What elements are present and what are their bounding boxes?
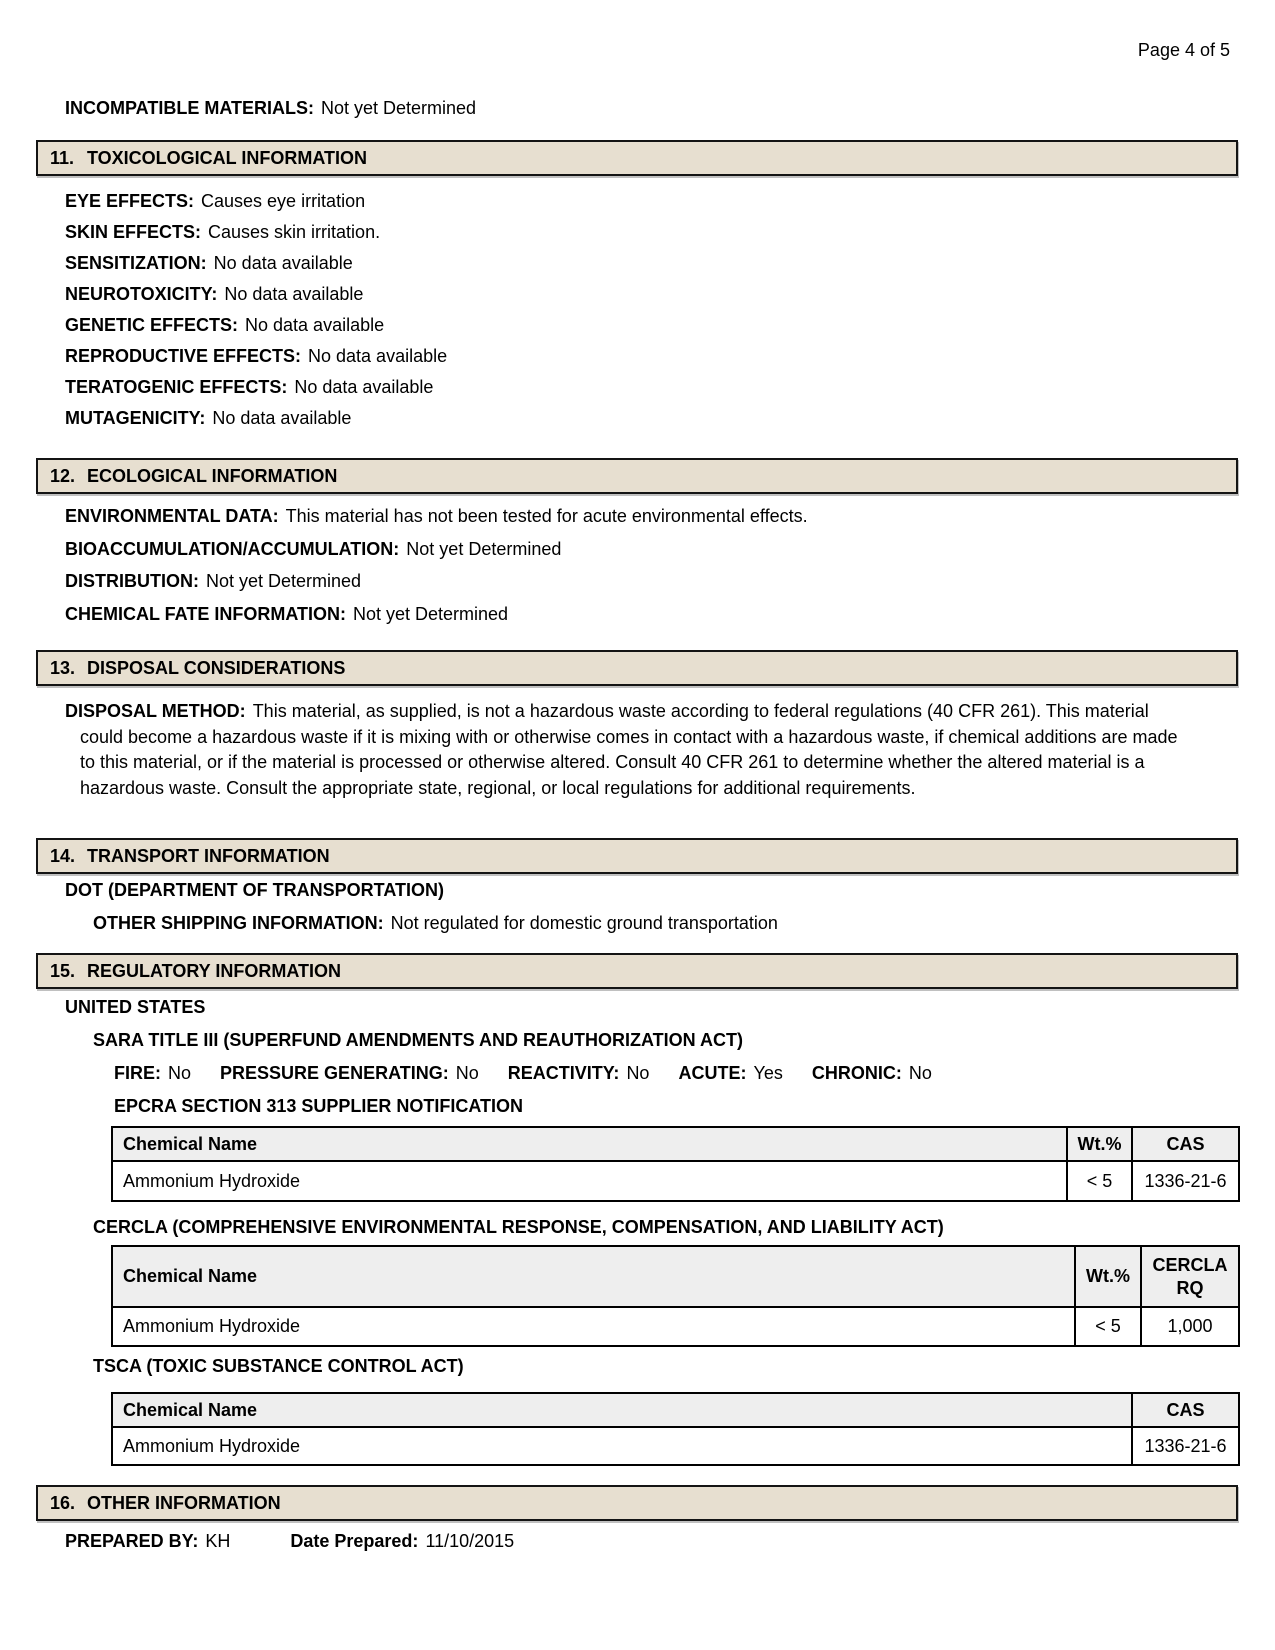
field-value: 11/10/2015 [425,1531,515,1551]
field-value: No [168,1063,192,1083]
section-number: 15. [50,960,76,981]
field-label: GENETIC EFFECTS: [65,315,239,335]
field-value: Not yet Determined [406,538,562,559]
united-states-heading: UNITED STATES [65,997,206,1017]
section-header-regulatory [36,953,1238,989]
cell-wt-percent: < 5 [1075,1307,1141,1346]
section-number: 12. [50,465,76,486]
field-label: SKIN EFFECTS: [65,222,202,242]
col-chemical-name: Chemical Name [112,1246,1075,1307]
field-label: MUTAGENICITY: [65,408,206,428]
cercla-table-wrap [111,1245,1240,1347]
section-header-transport [36,838,1238,874]
section-title: TOXICOLOGICAL INFORMATION [87,147,367,168]
field-label: TERATOGENIC EFFECTS: [65,377,288,397]
section-title: TRANSPORT INFORMATION [87,845,330,866]
section-title: OTHER INFORMATION [87,1492,281,1513]
col-chemical-name: Chemical Name [112,1127,1067,1161]
col-cas: CAS [1132,1393,1239,1427]
field-row [65,403,447,434]
epcra-table [111,1126,1240,1202]
section-header-toxicological [36,140,1238,176]
field-label: EYE EFFECTS: [65,191,195,211]
tsca-table [111,1392,1240,1466]
field-value: No data available [294,377,434,397]
section-header-ecological [36,458,1238,494]
field-row [65,186,447,217]
field-row [65,217,447,248]
field-label: NEUROTOXICITY: [65,284,218,304]
table-header-row [112,1393,1239,1427]
field-value: No [908,1063,932,1083]
col-wt-percent: Wt.% [1067,1127,1132,1161]
field-label: ENVIRONMENTAL DATA: [65,506,279,526]
field-label: BIOACCUMULATION/ACCUMULATION: [65,538,400,559]
table-row [112,1307,1239,1346]
field-label: REPRODUCTIVE EFFECTS: [65,346,302,366]
cell-chemical-name: Ammonium Hydroxide [112,1161,1067,1201]
field-label: PRESSURE GENERATING: [220,1063,449,1083]
field-label: CHEMICAL FATE INFORMATION: [65,603,346,624]
cercla-table [111,1245,1240,1347]
field-value: No data available [212,408,352,428]
cell-chemical-name: Ammonium Hydroxide [112,1427,1132,1465]
field-row [65,533,808,566]
col-cas: CAS [1132,1127,1239,1161]
field-value: This material has not been tested for acute environmental effects. [285,506,808,526]
field-row [65,341,447,372]
cercla-heading: CERCLA (COMPREHENSIVE ENVIRONMENTAL RESPONSE, COMPENSATION, AND LIABILITY ACT) [93,1217,944,1237]
field-row [65,279,447,310]
other-shipping-line [93,913,778,934]
field-label: CHRONIC: [811,1063,902,1083]
field-row [65,500,808,533]
field-value: Not regulated for domestic ground transportation [390,913,778,933]
field-label: REACTIVITY: [507,1063,620,1083]
field-value: KH [205,1531,231,1551]
prepared-by-line [65,1531,514,1552]
section-header-disposal [36,650,1238,686]
field-label: ACUTE: [678,1063,747,1083]
field-row [65,248,447,279]
table-header-row [112,1246,1239,1307]
field-label: INCOMPATIBLE MATERIALS: [65,98,314,118]
field-row [65,565,808,598]
cell-cas: 1336-21-6 [1132,1427,1239,1465]
cell-cas: 1336-21-6 [1132,1161,1239,1201]
tsca-heading: TSCA (TOXIC SUBSTANCE CONTROL ACT) [93,1356,464,1376]
disposal-method-paragraph [65,699,1185,801]
flag-chronic [812,1063,932,1083]
col-chemical-name: Chemical Name [112,1393,1132,1427]
section-number: 11. [50,147,75,168]
field-row [65,598,808,631]
incompatible-materials-line [65,98,476,119]
field-label: DISPOSAL METHOD: [65,701,246,721]
section-title: REGULATORY INFORMATION [87,960,341,981]
field-label: OTHER SHIPPING INFORMATION: [93,913,384,933]
table-header-row [112,1127,1239,1161]
table-row [112,1161,1239,1201]
section-number: 13. [50,657,76,678]
epcra-table-wrap [111,1126,1240,1202]
field-value: No [455,1063,479,1083]
field-value: No data available [213,253,353,273]
field-value: Not yet Determined [206,571,362,591]
field-row [65,372,447,403]
field-value: Yes [753,1063,783,1083]
section-number: 14. [50,845,76,866]
section-title: ECOLOGICAL INFORMATION [87,465,338,486]
cell-wt-percent: < 5 [1067,1161,1132,1201]
field-value: No data available [308,346,448,366]
tsca-table-wrap [111,1392,1240,1466]
field-value: Causes eye irritation [201,191,366,211]
field-value: Not yet Determined [352,603,509,624]
cell-cercla-rq: 1,000 [1141,1307,1239,1346]
field-value: Causes skin irritation. [208,222,381,242]
flag-pressure-generating [220,1063,479,1083]
field-value: This material, as supplied, is not a hazardous waste according to federal regulations (40 CFR 261). This material could become a hazardous waste if it is mixing with or otherwise comes in contact with a hazardous waste, if chemical additions are made to this material, or if the material is processed or otherwise altered. Consult 40 CFR 261 to determine whether the altered material is a hazardous waste. Consult the appropriate state, regional, or local regulations for additional requirements. [80,701,1178,798]
col-wt-percent: Wt.% [1075,1246,1141,1307]
dot-heading: DOT (DEPARTMENT OF TRANSPORTATION) [65,880,444,900]
sara-flags-row [114,1063,956,1084]
section-number: 16. [50,1492,76,1513]
flag-fire [114,1063,191,1083]
toxicological-items [65,186,447,434]
sara-heading: SARA TITLE III (SUPERFUND AMENDMENTS AND REAUTHORIZATION ACT) [93,1030,743,1050]
col-cercla-rq: CERCLA RQ [1141,1246,1239,1307]
field-label: DISTRIBUTION: [65,571,199,591]
ecological-items [65,500,808,630]
epcra-heading: EPCRA SECTION 313 SUPPLIER NOTIFICATION [114,1096,524,1116]
page-number: Page 4 of 5 [1137,40,1230,60]
field-value: Not yet Determined [320,98,477,118]
field-value: No data available [224,284,364,304]
section-header-other [36,1485,1238,1521]
field-label: PREPARED BY: [65,1531,199,1551]
flag-acute [678,1063,782,1083]
flag-reactivity [508,1063,650,1083]
table-row [112,1427,1239,1465]
field-value: No [626,1063,650,1083]
field-label: FIRE: [114,1063,161,1083]
field-label: SENSITIZATION: [65,253,207,273]
field-value: No data available [245,315,385,335]
field-row [65,310,447,341]
section-title: DISPOSAL CONSIDERATIONS [87,657,346,678]
field-label: Date Prepared: [290,1531,419,1551]
cell-chemical-name: Ammonium Hydroxide [112,1307,1075,1346]
